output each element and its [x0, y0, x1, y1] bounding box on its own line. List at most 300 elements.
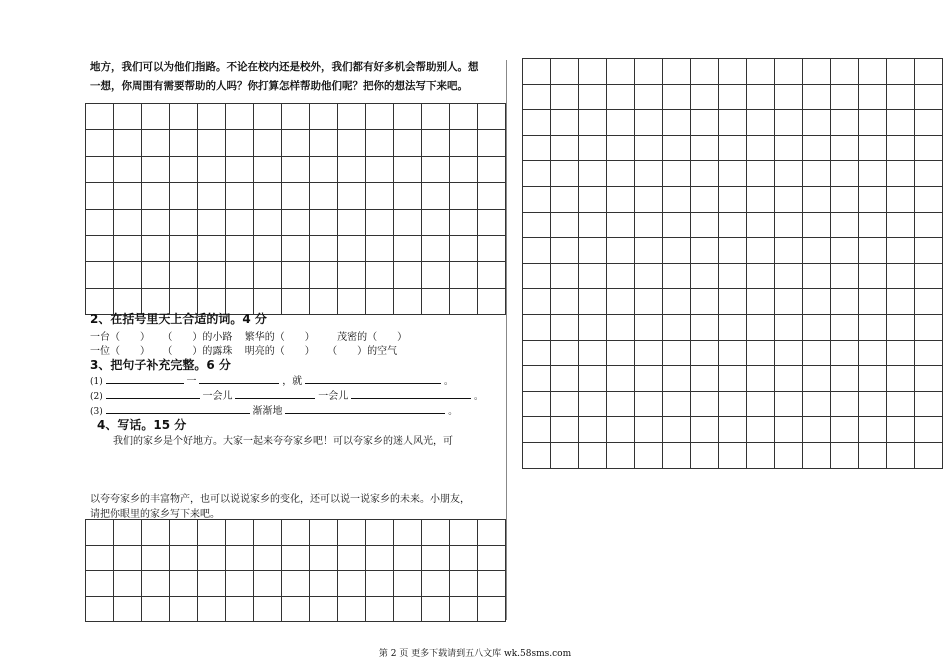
grid-cell[interactable]: [663, 110, 691, 136]
grid-cell[interactable]: [831, 212, 859, 238]
grid-cell[interactable]: [142, 183, 170, 209]
grid-cell[interactable]: [198, 104, 226, 130]
grid-cell[interactable]: [887, 238, 915, 264]
grid-cell[interactable]: [831, 391, 859, 417]
grid-cell[interactable]: [803, 289, 831, 315]
grid-cell[interactable]: [607, 59, 635, 85]
grid-cell[interactable]: [254, 571, 282, 597]
grid-cell[interactable]: [579, 238, 607, 264]
grid-cell[interactable]: [523, 212, 551, 238]
grid-cell[interactable]: [86, 104, 114, 130]
grid-cell[interactable]: [915, 238, 943, 264]
grid-cell[interactable]: [915, 263, 943, 289]
grid-cell[interactable]: [310, 104, 338, 130]
grid-cell[interactable]: [887, 263, 915, 289]
grid-cell[interactable]: [282, 288, 310, 314]
grid-cell[interactable]: [198, 235, 226, 261]
grid-cell[interactable]: [310, 209, 338, 235]
grid-cell[interactable]: [635, 442, 663, 468]
grid-cell[interactable]: [775, 366, 803, 392]
grid-cell[interactable]: [254, 156, 282, 182]
grid-cell[interactable]: [551, 391, 579, 417]
writing-grid-right[interactable]: [522, 58, 943, 469]
grid-cell[interactable]: [142, 235, 170, 261]
grid-cell[interactable]: [831, 263, 859, 289]
grid-cell[interactable]: [747, 263, 775, 289]
grid-cell[interactable]: [691, 340, 719, 366]
grid-cell[interactable]: [747, 186, 775, 212]
grid-cell[interactable]: [915, 442, 943, 468]
grid-cell[interactable]: [142, 156, 170, 182]
grid-cell[interactable]: [803, 417, 831, 443]
grid-cell[interactable]: [338, 545, 366, 571]
grid-cell[interactable]: [691, 238, 719, 264]
grid-cell[interactable]: [366, 596, 394, 622]
grid-cell[interactable]: [663, 84, 691, 110]
grid-cell[interactable]: [915, 417, 943, 443]
grid-cell[interactable]: [747, 110, 775, 136]
grid-cell[interactable]: [691, 161, 719, 187]
grid-cell[interactable]: [310, 183, 338, 209]
grid-cell[interactable]: [663, 314, 691, 340]
grid-cell[interactable]: [663, 186, 691, 212]
grid-cell[interactable]: [523, 340, 551, 366]
grid-cell[interactable]: [915, 161, 943, 187]
grid-cell[interactable]: [366, 288, 394, 314]
grid-cell[interactable]: [523, 314, 551, 340]
grid-cell[interactable]: [831, 340, 859, 366]
grid-cell[interactable]: [887, 212, 915, 238]
grid-cell[interactable]: [478, 235, 506, 261]
grid-cell[interactable]: [635, 314, 663, 340]
grid-cell[interactable]: [142, 545, 170, 571]
grid-cell[interactable]: [775, 289, 803, 315]
grid-cell[interactable]: [170, 520, 198, 546]
grid-cell[interactable]: [859, 135, 887, 161]
grid-cell[interactable]: [170, 235, 198, 261]
grid-cell[interactable]: [803, 59, 831, 85]
grid-cell[interactable]: [198, 156, 226, 182]
grid-cell[interactable]: [86, 596, 114, 622]
grid-cell[interactable]: [635, 161, 663, 187]
grid-cell[interactable]: [747, 84, 775, 110]
grid-cell[interactable]: [775, 417, 803, 443]
grid-cell[interactable]: [887, 366, 915, 392]
grid-cell[interactable]: [691, 84, 719, 110]
grid-cell[interactable]: [607, 314, 635, 340]
grid-cell[interactable]: [551, 84, 579, 110]
grid-cell[interactable]: [887, 314, 915, 340]
grid-cell[interactable]: [747, 340, 775, 366]
grid-cell[interactable]: [310, 130, 338, 156]
grid-cell[interactable]: [478, 288, 506, 314]
grid-cell[interactable]: [579, 263, 607, 289]
grid-cell[interactable]: [450, 262, 478, 288]
writing-grid-2[interactable]: [85, 519, 506, 622]
grid-cell[interactable]: [394, 545, 422, 571]
grid-cell[interactable]: [254, 545, 282, 571]
grid-cell[interactable]: [859, 110, 887, 136]
grid-cell[interactable]: [607, 442, 635, 468]
grid-cell[interactable]: [691, 289, 719, 315]
grid-cell[interactable]: [887, 340, 915, 366]
grid-cell[interactable]: [198, 262, 226, 288]
grid-cell[interactable]: [282, 183, 310, 209]
grid-cell[interactable]: [635, 340, 663, 366]
grid-cell[interactable]: [551, 263, 579, 289]
grid-cell[interactable]: [635, 263, 663, 289]
grid-cell[interactable]: [338, 209, 366, 235]
grid-cell[interactable]: [747, 366, 775, 392]
grid-cell[interactable]: [523, 110, 551, 136]
grid-cell[interactable]: [523, 417, 551, 443]
grid-cell[interactable]: [663, 417, 691, 443]
answer-blank[interactable]: [351, 388, 471, 399]
grid-cell[interactable]: [394, 288, 422, 314]
grid-cell[interactable]: [422, 596, 450, 622]
grid-cell[interactable]: [663, 442, 691, 468]
grid-cell[interactable]: [338, 104, 366, 130]
grid-cell[interactable]: [338, 156, 366, 182]
grid-cell[interactable]: [422, 209, 450, 235]
grid-cell[interactable]: [887, 161, 915, 187]
grid-cell[interactable]: [915, 59, 943, 85]
grid-cell[interactable]: [859, 186, 887, 212]
grid-cell[interactable]: [915, 314, 943, 340]
grid-cell[interactable]: [170, 596, 198, 622]
grid-cell[interactable]: [450, 130, 478, 156]
grid-cell[interactable]: [803, 84, 831, 110]
grid-cell[interactable]: [366, 156, 394, 182]
grid-cell[interactable]: [803, 161, 831, 187]
grid-cell[interactable]: [523, 263, 551, 289]
grid-cell[interactable]: [775, 340, 803, 366]
grid-cell[interactable]: [226, 545, 254, 571]
grid-cell[interactable]: [579, 135, 607, 161]
grid-cell[interactable]: [859, 417, 887, 443]
grid-cell[interactable]: [450, 596, 478, 622]
grid-cell[interactable]: [86, 156, 114, 182]
grid-cell[interactable]: [86, 209, 114, 235]
grid-cell[interactable]: [282, 130, 310, 156]
grid-cell[interactable]: [579, 110, 607, 136]
grid-cell[interactable]: [663, 289, 691, 315]
grid-cell[interactable]: [422, 262, 450, 288]
grid-cell[interactable]: [831, 314, 859, 340]
grid-cell[interactable]: [775, 161, 803, 187]
grid-cell[interactable]: [719, 314, 747, 340]
grid-cell[interactable]: [887, 110, 915, 136]
grid-cell[interactable]: [859, 314, 887, 340]
grid-cell[interactable]: [831, 135, 859, 161]
grid-cell[interactable]: [747, 391, 775, 417]
grid-cell[interactable]: [719, 263, 747, 289]
answer-blank[interactable]: [235, 388, 315, 399]
grid-cell[interactable]: [663, 366, 691, 392]
grid-cell[interactable]: [859, 59, 887, 85]
grid-cell[interactable]: [422, 571, 450, 597]
grid-cell[interactable]: [282, 209, 310, 235]
grid-cell[interactable]: [198, 545, 226, 571]
grid-cell[interactable]: [478, 130, 506, 156]
grid-cell[interactable]: [747, 417, 775, 443]
grid-cell[interactable]: [523, 391, 551, 417]
grid-cell[interactable]: [478, 545, 506, 571]
grid-cell[interactable]: [86, 571, 114, 597]
grid-cell[interactable]: [803, 238, 831, 264]
grid-cell[interactable]: [607, 238, 635, 264]
grid-cell[interactable]: [607, 263, 635, 289]
grid-cell[interactable]: [691, 110, 719, 136]
grid-cell[interactable]: [831, 186, 859, 212]
grid-cell[interactable]: [859, 238, 887, 264]
grid-cell[interactable]: [226, 235, 254, 261]
grid-cell[interactable]: [775, 186, 803, 212]
grid-cell[interactable]: [775, 59, 803, 85]
grid-cell[interactable]: [394, 156, 422, 182]
grid-cell[interactable]: [663, 212, 691, 238]
grid-cell[interactable]: [450, 183, 478, 209]
grid-cell[interactable]: [366, 571, 394, 597]
grid-cell[interactable]: [254, 235, 282, 261]
grid-cell[interactable]: [663, 161, 691, 187]
grid-cell[interactable]: [635, 289, 663, 315]
grid-cell[interactable]: [719, 366, 747, 392]
grid-cell[interactable]: [366, 262, 394, 288]
grid-cell[interactable]: [859, 84, 887, 110]
grid-cell[interactable]: [551, 289, 579, 315]
grid-cell[interactable]: [450, 235, 478, 261]
grid-cell[interactable]: [719, 186, 747, 212]
grid-cell[interactable]: [310, 520, 338, 546]
grid-cell[interactable]: [915, 84, 943, 110]
grid-cell[interactable]: [803, 212, 831, 238]
grid-cell[interactable]: [422, 288, 450, 314]
grid-cell[interactable]: [551, 186, 579, 212]
grid-cell[interactable]: [915, 135, 943, 161]
grid-cell[interactable]: [551, 417, 579, 443]
grid-cell[interactable]: [775, 135, 803, 161]
grid-cell[interactable]: [691, 135, 719, 161]
grid-cell[interactable]: [719, 59, 747, 85]
grid-cell[interactable]: [254, 262, 282, 288]
grid-cell[interactable]: [579, 442, 607, 468]
grid-cell[interactable]: [551, 135, 579, 161]
grid-cell[interactable]: [747, 289, 775, 315]
grid-cell[interactable]: [170, 156, 198, 182]
grid-cell[interactable]: [226, 156, 254, 182]
grid-cell[interactable]: [523, 84, 551, 110]
grid-cell[interactable]: [523, 135, 551, 161]
grid-cell[interactable]: [523, 186, 551, 212]
grid-cell[interactable]: [310, 288, 338, 314]
grid-cell[interactable]: [859, 263, 887, 289]
grid-cell[interactable]: [142, 262, 170, 288]
grid-cell[interactable]: [198, 520, 226, 546]
grid-cell[interactable]: [170, 183, 198, 209]
writing-grid-1[interactable]: [85, 103, 506, 315]
grid-cell[interactable]: [142, 596, 170, 622]
grid-cell[interactable]: [691, 391, 719, 417]
grid-cell[interactable]: [282, 156, 310, 182]
grid-cell[interactable]: [607, 340, 635, 366]
grid-cell[interactable]: [579, 186, 607, 212]
grid-cell[interactable]: [338, 235, 366, 261]
grid-cell[interactable]: [747, 314, 775, 340]
grid-cell[interactable]: [831, 417, 859, 443]
grid-cell[interactable]: [198, 571, 226, 597]
grid-cell[interactable]: [635, 135, 663, 161]
grid-cell[interactable]: [747, 59, 775, 85]
grid-cell[interactable]: [887, 289, 915, 315]
grid-cell[interactable]: [478, 104, 506, 130]
grid-cell[interactable]: [394, 209, 422, 235]
grid-cell[interactable]: [691, 186, 719, 212]
grid-cell[interactable]: [226, 520, 254, 546]
grid-cell[interactable]: [366, 545, 394, 571]
grid-cell[interactable]: [915, 340, 943, 366]
grid-cell[interactable]: [859, 391, 887, 417]
grid-cell[interactable]: [282, 545, 310, 571]
grid-cell[interactable]: [114, 571, 142, 597]
grid-cell[interactable]: [114, 262, 142, 288]
grid-cell[interactable]: [775, 84, 803, 110]
grid-cell[interactable]: [523, 442, 551, 468]
grid-cell[interactable]: [859, 366, 887, 392]
grid-cell[interactable]: [719, 391, 747, 417]
grid-cell[interactable]: [915, 289, 943, 315]
grid-cell[interactable]: [859, 442, 887, 468]
grid-cell[interactable]: [719, 289, 747, 315]
grid-cell[interactable]: [775, 110, 803, 136]
grid-cell[interactable]: [915, 212, 943, 238]
grid-cell[interactable]: [282, 262, 310, 288]
grid-cell[interactable]: [114, 520, 142, 546]
grid-cell[interactable]: [663, 263, 691, 289]
grid-cell[interactable]: [114, 156, 142, 182]
grid-cell[interactable]: [747, 238, 775, 264]
grid-cell[interactable]: [803, 186, 831, 212]
grid-cell[interactable]: [719, 417, 747, 443]
grid-cell[interactable]: [366, 520, 394, 546]
grid-cell[interactable]: [226, 130, 254, 156]
grid-cell[interactable]: [691, 442, 719, 468]
grid-cell[interactable]: [198, 209, 226, 235]
grid-cell[interactable]: [394, 571, 422, 597]
grid-cell[interactable]: [691, 59, 719, 85]
grid-cell[interactable]: [366, 130, 394, 156]
grid-cell[interactable]: [775, 391, 803, 417]
grid-cell[interactable]: [310, 262, 338, 288]
grid-cell[interactable]: [86, 130, 114, 156]
grid-cell[interactable]: [607, 186, 635, 212]
grid-cell[interactable]: [114, 545, 142, 571]
grid-cell[interactable]: [114, 209, 142, 235]
grid-cell[interactable]: [478, 571, 506, 597]
grid-cell[interactable]: [579, 161, 607, 187]
grid-cell[interactable]: [579, 289, 607, 315]
grid-cell[interactable]: [338, 288, 366, 314]
grid-cell[interactable]: [607, 135, 635, 161]
grid-cell[interactable]: [551, 314, 579, 340]
grid-cell[interactable]: [114, 235, 142, 261]
grid-cell[interactable]: [450, 571, 478, 597]
grid-cell[interactable]: [887, 417, 915, 443]
grid-cell[interactable]: [607, 110, 635, 136]
grid-cell[interactable]: [719, 238, 747, 264]
grid-cell[interactable]: [523, 366, 551, 392]
grid-cell[interactable]: [719, 442, 747, 468]
answer-blank[interactable]: [305, 373, 441, 384]
grid-cell[interactable]: [635, 84, 663, 110]
grid-cell[interactable]: [775, 238, 803, 264]
grid-cell[interactable]: [887, 135, 915, 161]
grid-cell[interactable]: [114, 104, 142, 130]
grid-cell[interactable]: [831, 366, 859, 392]
grid-cell[interactable]: [422, 235, 450, 261]
grid-cell[interactable]: [803, 314, 831, 340]
grid-cell[interactable]: [478, 183, 506, 209]
grid-cell[interactable]: [775, 442, 803, 468]
grid-cell[interactable]: [579, 417, 607, 443]
grid-cell[interactable]: [338, 130, 366, 156]
grid-cell[interactable]: [579, 59, 607, 85]
grid-cell[interactable]: [394, 520, 422, 546]
grid-cell[interactable]: [450, 156, 478, 182]
grid-cell[interactable]: [338, 262, 366, 288]
grid-cell[interactable]: [142, 520, 170, 546]
grid-cell[interactable]: [523, 238, 551, 264]
grid-cell[interactable]: [803, 391, 831, 417]
grid-cell[interactable]: [607, 84, 635, 110]
grid-cell[interactable]: [114, 183, 142, 209]
grid-cell[interactable]: [478, 520, 506, 546]
grid-cell[interactable]: [170, 262, 198, 288]
grid-cell[interactable]: [422, 130, 450, 156]
grid-cell[interactable]: [254, 183, 282, 209]
grid-cell[interactable]: [915, 366, 943, 392]
grid-cell[interactable]: [551, 59, 579, 85]
grid-cell[interactable]: [719, 84, 747, 110]
grid-cell[interactable]: [887, 84, 915, 110]
grid-cell[interactable]: [523, 59, 551, 85]
grid-cell[interactable]: [394, 262, 422, 288]
grid-cell[interactable]: [310, 545, 338, 571]
grid-cell[interactable]: [338, 183, 366, 209]
grid-cell[interactable]: [607, 366, 635, 392]
grid-cell[interactable]: [579, 366, 607, 392]
grid-cell[interactable]: [915, 110, 943, 136]
grid-cell[interactable]: [86, 262, 114, 288]
grid-cell[interactable]: [551, 442, 579, 468]
grid-cell[interactable]: [310, 596, 338, 622]
grid-cell[interactable]: [142, 571, 170, 597]
grid-cell[interactable]: [691, 314, 719, 340]
grid-cell[interactable]: [691, 366, 719, 392]
grid-cell[interactable]: [691, 417, 719, 443]
grid-cell[interactable]: [747, 442, 775, 468]
grid-cell[interactable]: [114, 596, 142, 622]
grid-cell[interactable]: [887, 391, 915, 417]
grid-cell[interactable]: [719, 135, 747, 161]
grid-cell[interactable]: [366, 104, 394, 130]
grid-cell[interactable]: [859, 212, 887, 238]
grid-cell[interactable]: [551, 366, 579, 392]
grid-cell[interactable]: [831, 238, 859, 264]
answer-blank[interactable]: [106, 403, 250, 414]
grid-cell[interactable]: [635, 59, 663, 85]
grid-cell[interactable]: [831, 84, 859, 110]
